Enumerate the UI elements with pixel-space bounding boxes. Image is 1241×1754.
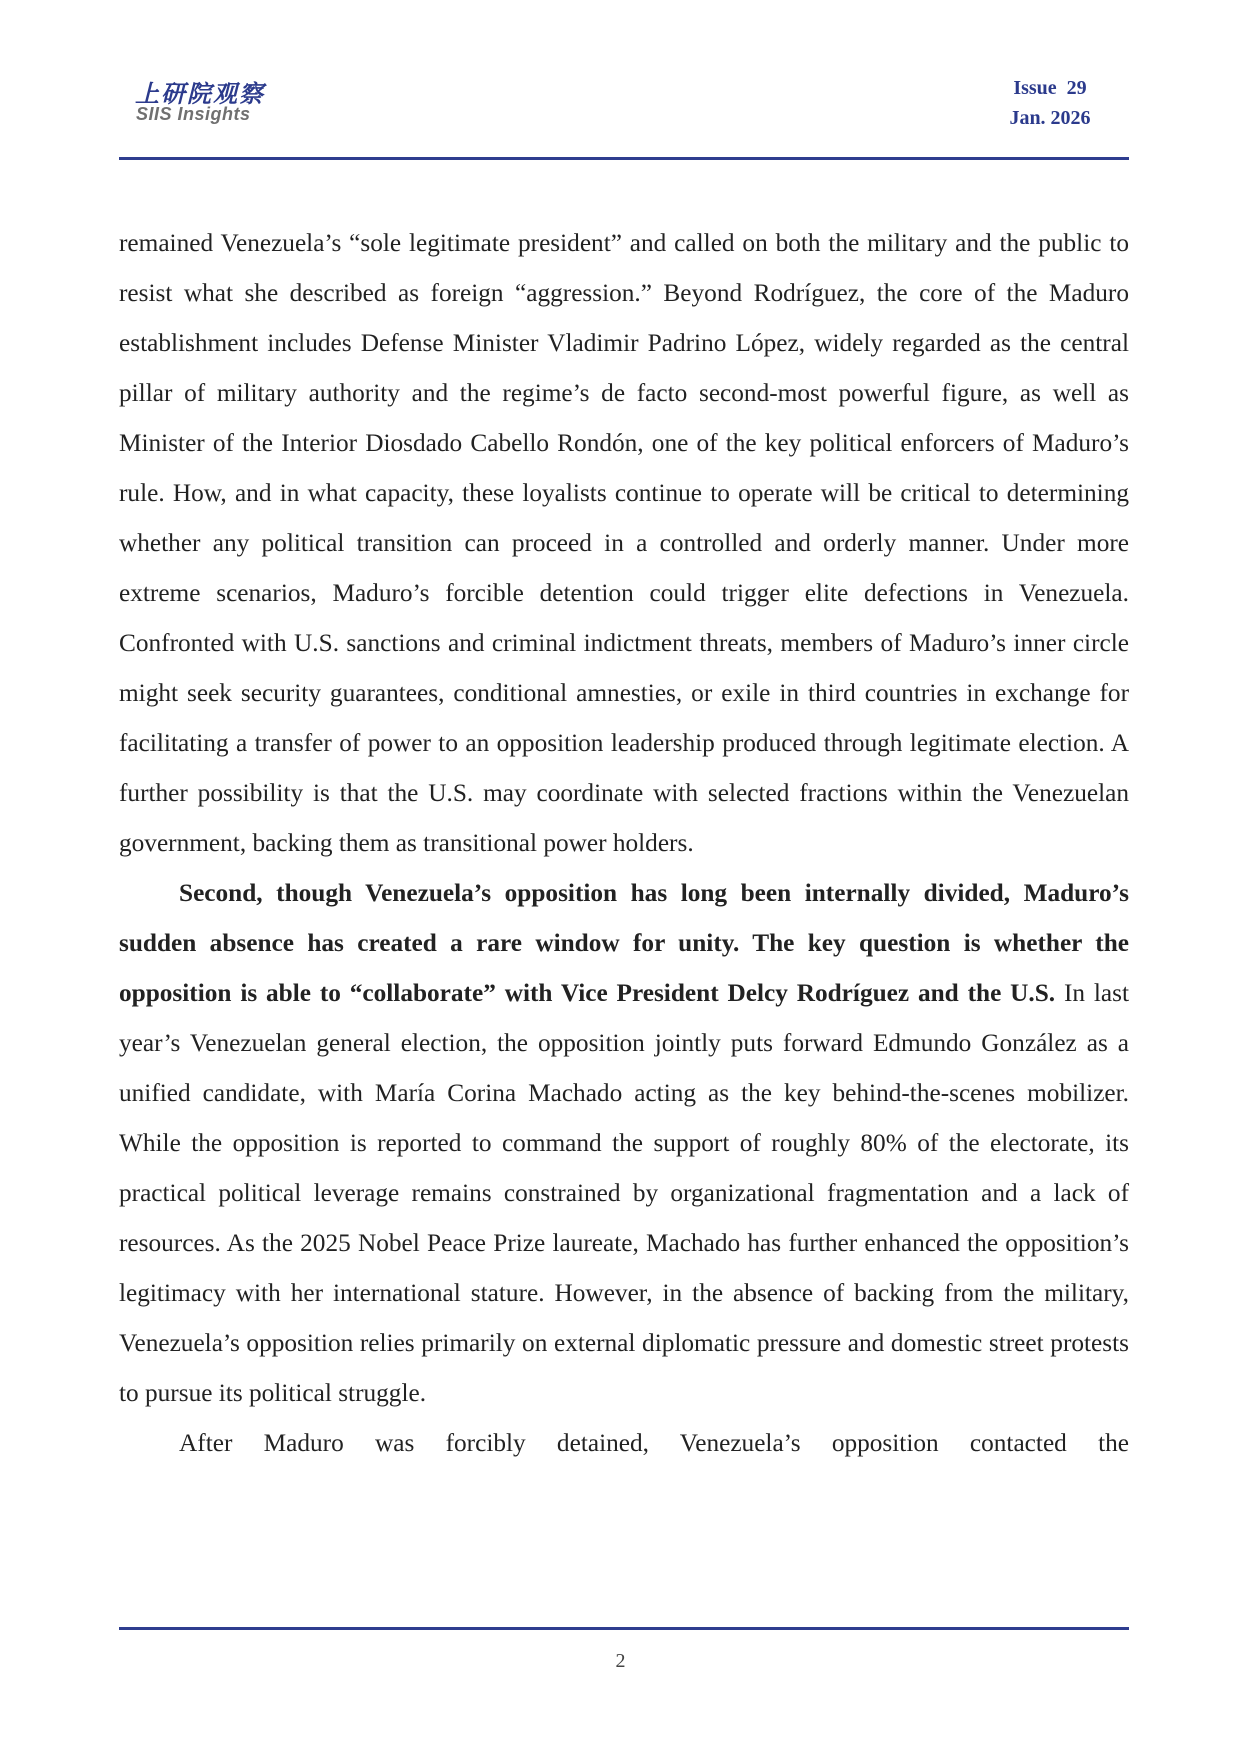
paragraph-text: In last year’s Venezuelan general election, the opposition jointly puts forward Edmundo González as a unified candidate, with María Corina Machado acting as the key behind-the-scenes mobilizer. While the opposition is reported to command the support of roughly 80% of the electorate, its practical political leverage remains constrained by organizational fragmentation and a lack of resources. As the 2025 Nobel Peace Prize laureate, Machado has further enhanced the opposition’s legitimacy with her international stature. However, in the absence of backing from the military, Venezuela’s opposition relies primarily on external diplomatic pressure and domestic street protests to pursue its political struggle.: [119, 979, 1129, 1407]
paragraph-text: After Maduro was forcibly detained, Venezuela’s opposition contacted the: [179, 1429, 1129, 1457]
paragraph-bold-lead: Second, though Venezuela’s opposition has long been internally divided, Maduro’s sudden absence has created a rare window for unity. The key question is whether the opposition is able to “collaborate” with Vice President Delcy Rodríguez and the U.S.: [119, 879, 1129, 1007]
footer-divider: [119, 1627, 1129, 1630]
paragraph-1: [119, 218, 1129, 868]
logo-english: SIIS Insights: [136, 104, 251, 124]
header-divider: [119, 157, 1129, 160]
paragraph-2: [119, 868, 1129, 1418]
article-body: [119, 218, 1129, 1468]
page-header: [0, 0, 1241, 160]
issue-date: Jan. 2026: [1009, 107, 1091, 129]
paragraph-3: [119, 1418, 1129, 1468]
issue-number: Issue 29: [1013, 77, 1087, 99]
issue-info: [1000, 73, 1100, 133]
paragraph-text: remained Venezuela’s “sole legitimate president” and called on both the military and the public to resist what she described as foreign “aggression.” Beyond Rodríguez, the core of the Maduro establishment includes Defense Minister Vladimir Padrino López, widely regarded as the central pillar of military authority and the regime’s de facto second-most powerful figure, as well as Minister of the Interior Diosdado Cabello Rondón, one of the key political enforcers of Maduro’s rule. How, and in what capacity, these loyalists continue to operate will be critical to determining whether any political transition can proceed in a controlled and orderly manner. Under more extreme scenarios, Maduro’s forcible detention could trigger elite defections in Venezuela. Confronted with U.S. sanctions and criminal indictment threats, members of Maduro’s inner circle might seek security guarantees, conditional amnesties, or exile in third countries in exchange for facilitating a transfer of power to an opposition leadership produced through legitimate election. A further possibility is that the U.S. may coordinate with selected fractions within the Venezuelan government, backing them as transitional power holders.: [119, 229, 1129, 857]
logo-chinese: 上研院观察: [135, 79, 265, 108]
page-number: 2: [615, 1650, 626, 1672]
